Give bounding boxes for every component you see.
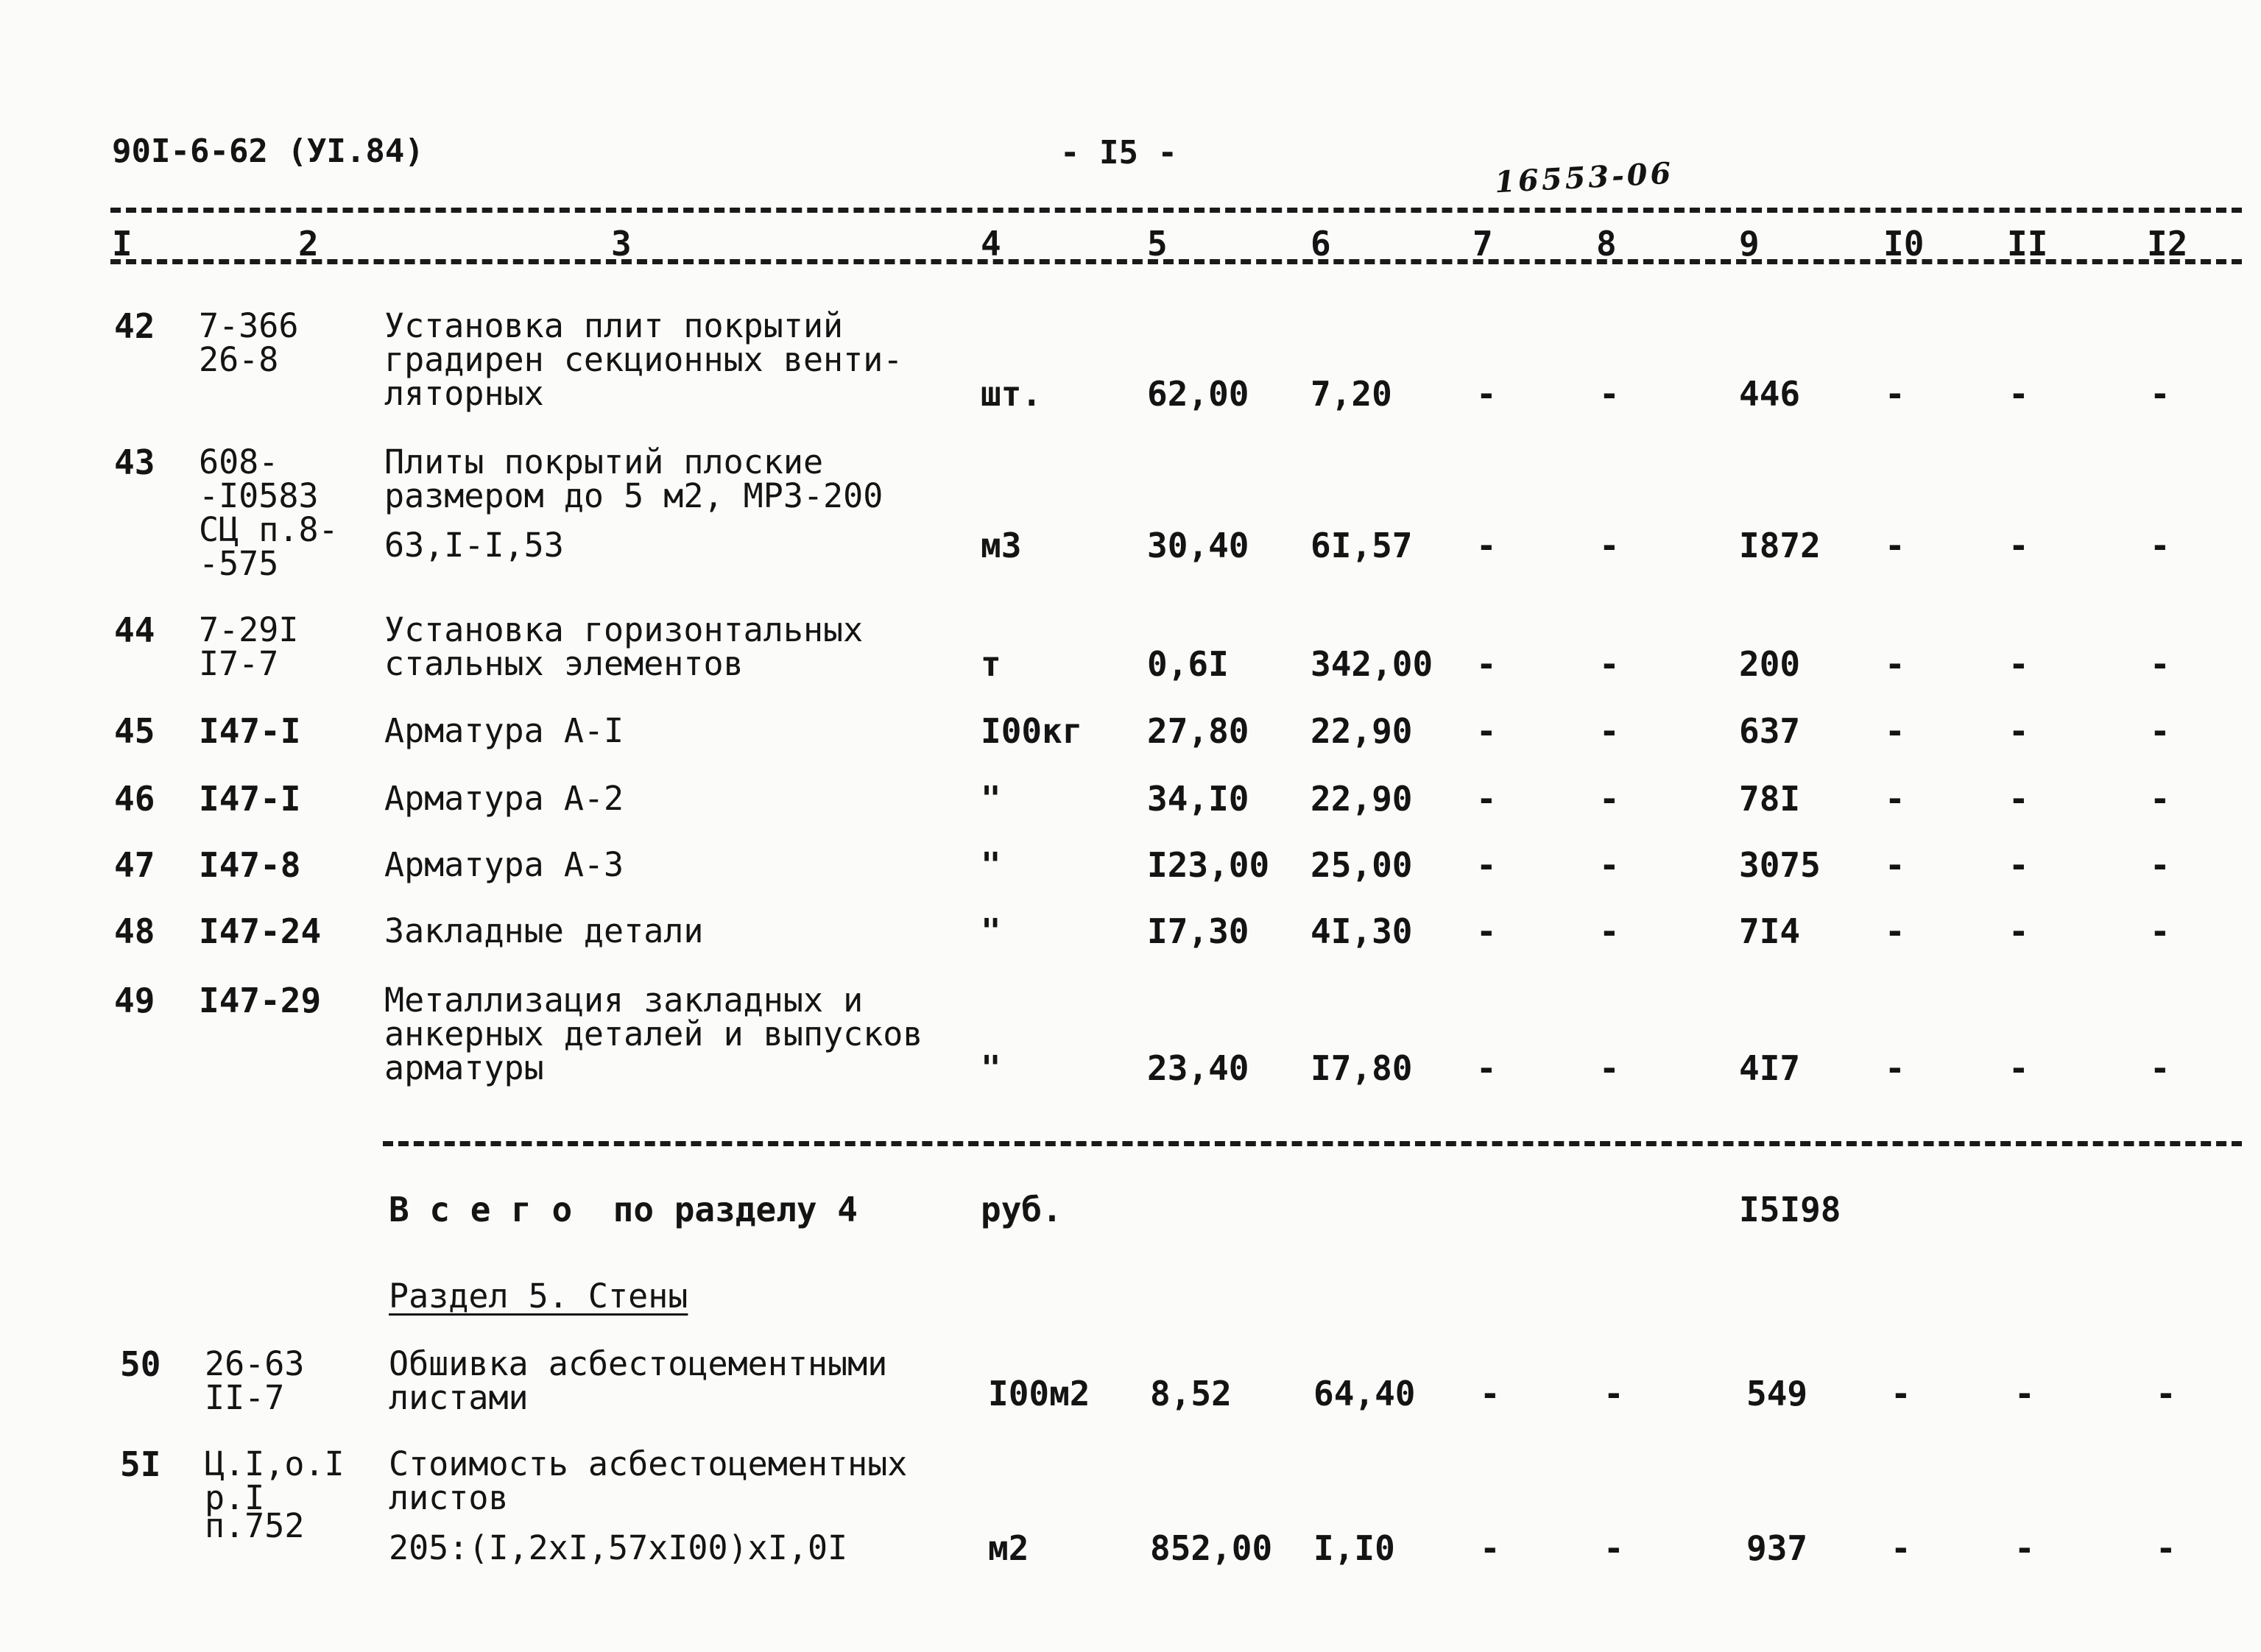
row-description: арматуры — [384, 1048, 544, 1087]
row-col12: - — [2150, 845, 2170, 885]
subtotal-unit: руб. — [981, 1190, 1062, 1229]
row-quantity: 27,80 — [1147, 711, 1249, 751]
header-rule-top — [110, 208, 2242, 213]
row-code: -575 — [199, 544, 279, 583]
row-col7: - — [1480, 1528, 1500, 1568]
row-code: -I0583 — [199, 476, 319, 515]
row-col12: - — [2150, 911, 2170, 951]
row-unit: м2 — [988, 1528, 1029, 1568]
col-num: 3 — [611, 224, 632, 264]
row-col7: - — [1476, 845, 1497, 885]
row-code: I47-8 — [199, 845, 301, 885]
row-description: Плиты покрытий плоские — [384, 442, 824, 481]
row-code: II-7 — [205, 1378, 285, 1417]
subtotal-value: I5I98 — [1739, 1190, 1841, 1229]
row-col10: - — [1891, 1374, 1911, 1413]
row-col11: - — [2008, 1048, 2029, 1088]
row-col12: - — [2150, 779, 2170, 819]
row-code: 608- — [199, 442, 279, 481]
row-col8: - — [1604, 1374, 1624, 1413]
row-description: Обшивка асбестоцементными — [389, 1344, 888, 1383]
row-unit: I00кг — [981, 711, 1083, 751]
row-price: I,I0 — [1313, 1528, 1395, 1568]
row-col11: - — [2014, 1528, 2035, 1568]
row-quantity: 0,6I — [1147, 644, 1229, 684]
row-description: 205:(I,2xI,57xI00)xI,0I — [389, 1528, 848, 1567]
row-quantity: I23,00 — [1147, 845, 1270, 885]
row-col12: - — [2150, 374, 2170, 414]
row-col11: - — [2008, 711, 2029, 751]
col-num: 7 — [1472, 224, 1493, 264]
row-col12: - — [2156, 1374, 2176, 1413]
row-description: анкерных деталей и выпусков — [384, 1014, 923, 1053]
row-price: 22,90 — [1311, 711, 1413, 751]
row-quantity: 852,00 — [1150, 1528, 1273, 1568]
row-quantity: 30,40 — [1147, 526, 1249, 565]
row-col12: - — [2150, 1048, 2170, 1088]
col-num: 2 — [298, 224, 319, 264]
col-num: 8 — [1596, 224, 1617, 264]
row-col8: - — [1599, 911, 1620, 951]
row-col10: - — [1885, 779, 1905, 819]
row-code: I47-I — [199, 779, 301, 819]
row-unit: " — [981, 1048, 1001, 1088]
col-num: 9 — [1739, 224, 1760, 264]
row-description: Установка плит покрытий — [384, 306, 844, 345]
row-number: 44 — [114, 610, 155, 650]
row-col10: - — [1885, 526, 1905, 565]
row-description: Закладные детали — [384, 911, 704, 950]
row-col8: - — [1599, 644, 1620, 684]
row-col8: - — [1599, 779, 1620, 819]
row-col8: - — [1599, 374, 1620, 414]
row-total: 937 — [1746, 1528, 1808, 1568]
row-code: I47-I — [199, 711, 301, 751]
row-description: ляторных — [384, 374, 544, 413]
row-col12: - — [2150, 644, 2170, 684]
row-col7: - — [1476, 779, 1497, 819]
row-number: 5I — [120, 1444, 161, 1484]
row-price: 4I,30 — [1311, 911, 1413, 951]
row-code: I47-29 — [199, 981, 322, 1020]
row-col12: - — [2150, 526, 2170, 565]
row-col8: - — [1599, 1048, 1620, 1088]
row-total: 3075 — [1739, 845, 1821, 885]
row-col10: - — [1885, 644, 1905, 684]
row-col11: - — [2008, 845, 2029, 885]
row-unit: " — [981, 845, 1001, 885]
subtotal-label: В с е г о по разделу 4 — [389, 1190, 858, 1229]
row-code: р.I — [205, 1478, 265, 1517]
row-col11: - — [2008, 374, 2029, 414]
row-description: размером до 5 м2, МРЗ-200 — [384, 476, 883, 515]
row-col7: - — [1480, 1374, 1500, 1413]
row-quantity: 62,00 — [1147, 374, 1249, 414]
row-number: 49 — [114, 981, 155, 1020]
row-unit: м3 — [981, 526, 1022, 565]
col-num: I0 — [1883, 224, 1925, 264]
row-quantity: 34,I0 — [1147, 779, 1249, 819]
row-quantity: I7,30 — [1147, 911, 1249, 951]
row-code: п.752 — [205, 1506, 305, 1545]
col-num: I2 — [2147, 224, 2188, 264]
row-col10: - — [1885, 845, 1905, 885]
row-description: 63,I-I,53 — [384, 526, 564, 565]
row-total: 200 — [1739, 644, 1801, 684]
row-col10: - — [1891, 1528, 1911, 1568]
row-col11: - — [2008, 526, 2029, 565]
row-number: 45 — [114, 711, 155, 751]
col-num: 6 — [1311, 224, 1331, 264]
row-total: I872 — [1739, 526, 1821, 565]
row-col7: - — [1476, 911, 1497, 951]
row-unit: т — [981, 644, 1001, 684]
row-code: I7-7 — [199, 644, 279, 683]
row-total: 637 — [1739, 711, 1801, 751]
section-title: Раздел 5. Стены — [389, 1277, 688, 1316]
row-total: 549 — [1746, 1374, 1808, 1413]
col-num: 5 — [1147, 224, 1168, 264]
row-description: Металлизация закладных и — [384, 981, 864, 1020]
handwritten-number: 16553-06 — [1493, 155, 1675, 200]
row-price: 7,20 — [1311, 374, 1392, 414]
row-col11: - — [2008, 911, 2029, 951]
row-price: 6I,57 — [1311, 526, 1413, 565]
row-total: 446 — [1739, 374, 1801, 414]
row-code: 26-63 — [205, 1344, 305, 1383]
row-number: 43 — [114, 442, 155, 482]
row-description: листами — [389, 1378, 529, 1417]
row-col10: - — [1885, 711, 1905, 751]
row-unit: шт. — [981, 374, 1043, 414]
row-description: листов — [389, 1478, 509, 1517]
row-col7: - — [1476, 644, 1497, 684]
row-description: Арматура А-3 — [384, 845, 624, 884]
row-price: I7,80 — [1311, 1048, 1413, 1088]
row-unit: " — [981, 779, 1001, 819]
row-col10: - — [1885, 1048, 1905, 1088]
row-description: Установка горизонтальных — [384, 610, 864, 649]
row-code: 26-8 — [199, 340, 279, 379]
row-col11: - — [2008, 779, 2029, 819]
section-divider-rule — [383, 1141, 2242, 1146]
row-code: I47-24 — [199, 911, 322, 951]
row-col8: - — [1599, 526, 1620, 565]
row-number: 47 — [114, 845, 155, 885]
row-col7: - — [1476, 374, 1497, 414]
row-description: стальных элементов — [384, 644, 744, 683]
row-col12: - — [2156, 1528, 2176, 1568]
row-code: СЦ п.8- — [199, 510, 339, 549]
row-quantity: 8,52 — [1150, 1374, 1232, 1413]
row-number: 50 — [120, 1344, 161, 1384]
row-number: 42 — [114, 306, 155, 346]
col-num: 4 — [981, 224, 1001, 264]
row-col7: - — [1476, 711, 1497, 751]
col-num: I — [112, 224, 133, 264]
row-code: Ц.I,о.I — [205, 1444, 345, 1483]
row-price: 25,00 — [1311, 845, 1413, 885]
row-price: 64,40 — [1313, 1374, 1416, 1413]
row-number: 48 — [114, 911, 155, 951]
row-col7: - — [1476, 526, 1497, 565]
row-unit: " — [981, 911, 1001, 951]
row-description: Стоимость асбестоцементных — [389, 1444, 908, 1483]
document-code: 90I-6-62 (УI.84) — [112, 133, 424, 170]
row-quantity: 23,40 — [1147, 1048, 1249, 1088]
row-col10: - — [1885, 374, 1905, 414]
row-description: Арматура А-2 — [384, 779, 624, 818]
col-num: II — [2007, 224, 2048, 264]
row-code: 7-366 — [199, 306, 299, 345]
row-col8: - — [1599, 711, 1620, 751]
row-col8: - — [1599, 845, 1620, 885]
row-unit: I00м2 — [988, 1374, 1090, 1413]
row-price: 342,00 — [1311, 644, 1433, 684]
row-col7: - — [1476, 1048, 1497, 1088]
page-number: - I5 - — [1060, 134, 1177, 172]
row-code: 7-29I — [199, 610, 299, 649]
row-col8: - — [1604, 1528, 1624, 1568]
row-price: 22,90 — [1311, 779, 1413, 819]
row-col11: - — [2014, 1374, 2035, 1413]
row-col10: - — [1885, 911, 1905, 951]
row-col12: - — [2150, 711, 2170, 751]
row-total: 4I7 — [1739, 1048, 1801, 1088]
row-description: Арматура А-I — [384, 711, 624, 750]
row-number: 46 — [114, 779, 155, 819]
row-description: градирен секционных венти- — [384, 340, 903, 379]
row-total: 78I — [1739, 779, 1801, 819]
row-col11: - — [2008, 644, 2029, 684]
row-total: 7I4 — [1739, 911, 1801, 951]
